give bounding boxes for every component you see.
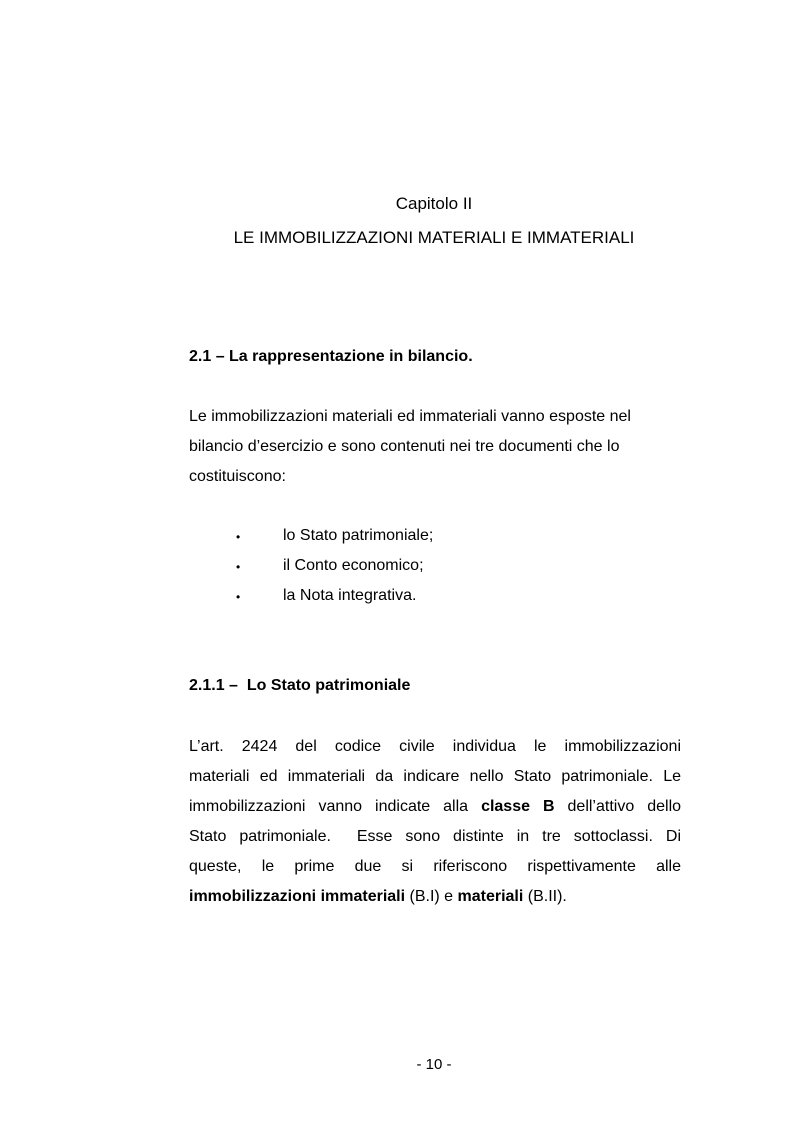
intro-line: Le immobilizzazioni materiali ed immateriali vanno esposte nel [189,408,631,425]
body-paragraph [189,732,681,912]
intro-line: costituiscono: [189,468,286,485]
paragraph-line: L’art. 2424 del codice civile individua le immobilizzazioni [189,738,681,755]
list-item-text: lo Stato patrimoniale; [283,527,434,544]
text-run: dell’attivo dello [554,798,682,815]
paragraph-line [189,882,681,912]
section-heading-2-1-1: 2.1.1 – Lo Stato patrimoniale [189,677,411,694]
intro-paragraph [189,402,681,492]
paragraph-line: queste, le prime due si riferiscono rispettivamente alle [189,858,681,875]
bold-term-classe-b: classe B [481,798,555,815]
paragraph-line: Stato patrimoniale. Esse sono distinte in tre sottoclassi. Di [189,828,681,845]
bold-term-immateriali: immobilizzazioni immateriali [189,888,406,905]
paragraph-line: materiali ed immateriali da indicare nello Stato patrimoniale. Le [189,768,681,785]
bullet-icon: • [236,560,241,574]
text-run: (B.I) e [405,888,458,905]
bold-term-materiali: materiali [457,888,524,905]
bullet-icon: • [236,530,241,544]
text-run: (B.II). [523,888,567,905]
list-item-text: il Conto economico; [283,557,424,574]
section-heading-2-1: 2.1 – La rappresentazione in bilancio. [189,348,473,365]
chapter-label: Capitolo II [395,194,473,213]
paragraph-line [189,792,681,822]
bullet-icon: • [236,590,241,604]
list-item-text: la Nota integrativa. [283,587,417,604]
page-number: - 10 - [416,1056,452,1073]
chapter-title: LE IMMOBILIZZAZIONI MATERIALI E IMMATERIALI [233,228,635,247]
intro-line: bilancio d’esercizio e sono contenuti nei tre documenti che lo [189,438,620,455]
text-run: immobilizzazioni vanno indicate alla [189,798,482,815]
